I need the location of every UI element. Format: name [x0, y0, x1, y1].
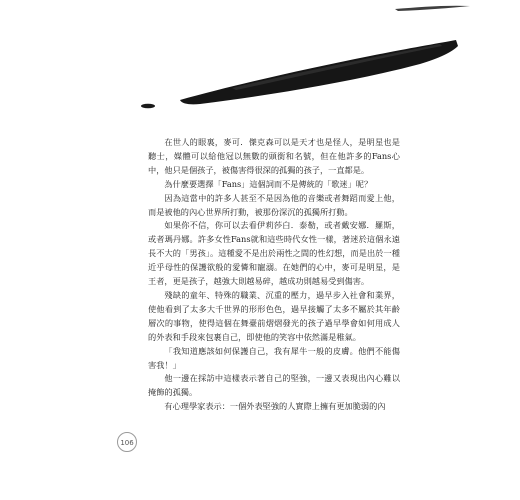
paragraph: 因為這當中的許多人甚至不是因為他的音樂或者舞蹈而愛上他，而是被他的內心世界所打動，被那份深沉的孤獨所打動。	[148, 192, 400, 217]
paragraph: 殘缺的童年、特殊的職業、沉重的壓力，過早步入社會和業界，使他看到了太多大千世界的形形色色，過早接觸了太多不屬於其年齡層次的事物，使得這個在舞臺前熠熠發光的孩子過早學會如何用成人的外表和手段來包裹自己，即使他的笑容中依然滿是稚氣。	[148, 289, 400, 342]
ink-brush-stroke-decoration	[0, 0, 520, 130]
page-number: 106	[117, 432, 137, 452]
paragraph: 有心理學家表示：一個外表堅強的人實際上擁有更加脆弱的內	[164, 401, 386, 412]
body-text	[148, 136, 400, 414]
paragraph: 他一邊在採訪中這樣表示著自己的堅強，一邊又表現出內心難以掩飾的孤獨。	[148, 373, 400, 398]
paragraph: 為什麼要選擇「Fans」這個詞而不是傳統的「歌迷」呢？	[164, 178, 373, 189]
ink-stroke-dry-edge	[232, 44, 442, 90]
ink-hairline-top	[395, 6, 470, 11]
ink-dot	[141, 104, 155, 109]
paragraph: 如果你不信，你可以去看伊莉莎白．泰勒，或者戴安娜．羅斯，或者瑪丹娜。許多女性Fans就和這些時代女性一樣，著迷於這個永遠長不大的「男孩」。這種愛不是出於兩性之間的性幻想，而是出於一種近乎母性的保護欲般的愛憐和寵溺。在她們的心中，麥可是明星，是王者，更是孩子，越強大則越易碎，越成功則越易受到傷害。	[148, 220, 400, 287]
paragraph: 在世人的眼裏，麥可．傑克森可以是天才也是怪人，是明星也是聽士，媒體可以給他冠以無數的頭銜和名號，但在他許多的Fans心中，他只是個孩子，被傷害得很深的孤獨的孩子，一直都是。	[148, 137, 400, 175]
paragraph: 「我知道應該如何保護自己，我有犀牛一般的皮膚。他們不能傷害我！」	[148, 345, 400, 370]
